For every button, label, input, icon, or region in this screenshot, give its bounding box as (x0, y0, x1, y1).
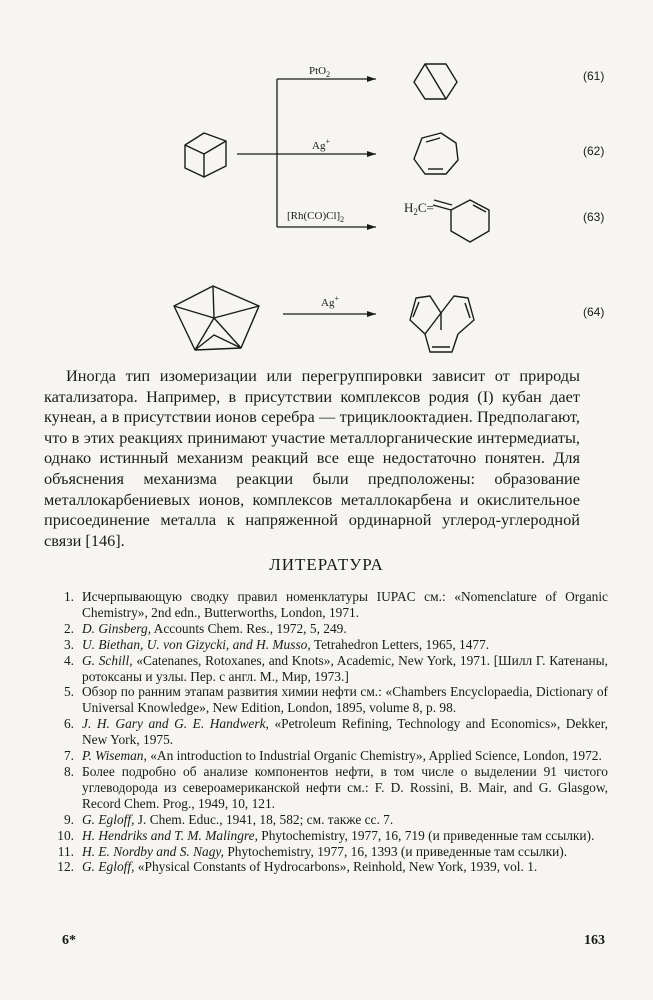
reference-authors: H. E. Nordby and S. Nagy, (82, 843, 224, 859)
reference-text: J. Chem. Educ., 1941, 18, 582; см. также сс. 7. (134, 811, 394, 827)
reference-text: Обзор по ранним этапам развития химии нефти см.: «Chambers Encyclopaedia, Dictionary of Universal Knowledge», New Edition, London, 1895, volume 8, p. 98. (82, 684, 608, 716)
cycloheptadiene-structure (414, 133, 458, 174)
reference-list (56, 589, 608, 875)
equation-label-62: (62) (583, 144, 605, 158)
reference-text: Accounts Chem. Res., 1972, 5, 249. (151, 620, 347, 636)
reference-number: 4. (63, 652, 74, 668)
reaction-scheme (0, 0, 653, 362)
reference-item (56, 653, 608, 685)
reference-authors: D. Ginsberg, (82, 620, 152, 636)
reference-text: «An introduction to Industrial Organic Chemistry», Applied Science, London, 1972. (146, 748, 602, 764)
reference-authors: G. Egloff, (82, 859, 135, 875)
reference-text: Phytochemistry, 1977, 16, 1393 (и приведенные там ссылки). (223, 843, 568, 859)
reference-number: 3. (63, 636, 74, 652)
equation-label-63: (63) (583, 210, 605, 224)
reference-item (56, 828, 608, 844)
reagent-ag-64: Ag+ (321, 294, 339, 309)
reagent-ag-62: Ag+ (312, 137, 330, 152)
branch-arrows (237, 76, 376, 230)
reference-authors: J. H. Gary and G. E. Handwerk, (82, 716, 269, 732)
reference-item (56, 637, 608, 653)
cubane-structure (174, 286, 259, 350)
reference-item (56, 859, 608, 875)
bicycloheptane-structure (414, 64, 457, 99)
reference-number: 5. (63, 684, 74, 700)
reference-text: Phytochemistry, 1977, 16, 719 (и приведенные там ссылки). (257, 827, 595, 843)
reference-number: 1. (63, 589, 74, 604)
reference-number: 7. (63, 748, 74, 764)
page-number: 163 (584, 933, 605, 948)
reagent-rh: $[Rh(CO)Cl]_2$ (287, 210, 345, 224)
reference-text: Более подробно об анализе компонентов нефти, в том числе о выделении 91 чистого углеводорода из североамериканской нефти см.: F. D. Rossini, B. Mair, and G. Glasgow, Record Chem. Prog., 1949, 10, 121. (82, 763, 608, 811)
reference-authors: G. Egloff, (82, 811, 135, 827)
reference-number: 10. (57, 827, 74, 843)
reference-item (56, 589, 608, 621)
reagent-pto2: PtO$_2$ (309, 65, 331, 79)
reference-number: 12. (57, 859, 74, 875)
bicyclooctane-structure (185, 133, 226, 177)
body-paragraph: Иногда тип изомеризации или перегруппировки зависит от природы катализатора. Например, в присутствии комплексов родия (I) кубан дает кунеан, а в присутствии ионов серебра — трициклооктадиен. Предполагают, что в этих реакциях принимают участие металлорганические интермедиаты, однако истинный механизм реакций все еще недостаточно понятен. Для объяснения механизма реакции были предположены: образование металлокарбениевых ионов, комплексов металлокарбена и окислительное присоединение металла к напряженной ординарной углерод-углеродной связи [146]. (44, 366, 580, 550)
reference-authors: H. Hendriks and T. M. Malingre, (82, 827, 258, 843)
reference-item (56, 716, 608, 748)
reference-number: 8. (63, 763, 74, 779)
reference-item (56, 621, 608, 637)
reference-text: «Physical Constants of Hydrocarbons», Reinhold, New York, 1939, vol. 1. (134, 859, 538, 875)
signature-mark: 6* (62, 933, 76, 948)
tricyclooctadiene-structure (410, 296, 474, 352)
reference-number: 9. (63, 811, 74, 827)
reference-text: Tetrahedron Letters, 1965, 1477. (310, 636, 490, 652)
reference-text: «Catenanes, Rotoxanes, and Knots», Academic, New York, 1971. [Шилл Г. Катенаны, ротоксаны и узлы. Пер. с англ. М., Мир, 1973.] (82, 652, 609, 684)
reference-item (56, 844, 608, 860)
reference-number: 11. (57, 843, 74, 859)
methylene-group-label: $H_2C=$ (404, 200, 434, 217)
reference-item (56, 748, 608, 764)
reference-authors: U. Biethan, U. von Gizycki, and H. Musso, (82, 636, 311, 652)
reference-number: 6. (63, 716, 74, 732)
reference-number: 2. (63, 620, 74, 636)
reference-text: «Petroleum Refining, Technology and Economics», Dekker, New York, 1975. (82, 716, 608, 748)
methylenecyclohexene-structure (433, 200, 489, 242)
reference-authors: P. Wiseman, (82, 748, 147, 764)
reference-text: Исчерпывающую сводку правил номенклатуры IUPAC см.: «Nomenclature of Organic Chemistry», 2nd edn., Butterworths, London, 1971. (82, 589, 608, 620)
literature-heading: ЛИТЕРАТУРА (269, 555, 384, 574)
reference-item (56, 812, 608, 828)
equation-label-61: (61) (583, 69, 605, 83)
equation-label-64: (64) (583, 305, 605, 319)
reference-authors: G. Schill, (82, 652, 133, 668)
reference-item (56, 684, 608, 716)
reference-item (56, 764, 608, 812)
